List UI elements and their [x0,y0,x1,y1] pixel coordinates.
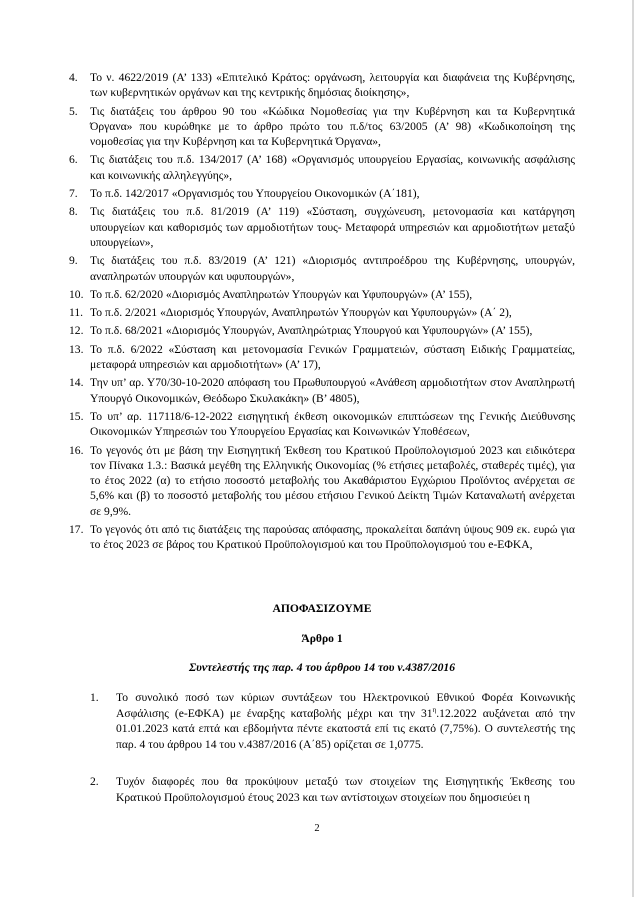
item-text: Τις διατάξεις του π.δ. 81/2019 (Α’ 119) «Σύσταση, συγχώνευση, μετονομασία και κατάργηση υπουργείων και καθορισμός των αρμοδιοτήτων τους- Μεταφορά υπηρεσιών και αρμοδιοτήτων μεταξύ υπουργείων», [90,205,575,249]
list-item [69,152,575,183]
list-item [69,522,575,553]
decision-heading: ΑΠΟΦΑΣΙΖΟΥΜΕ [272,602,372,615]
item-text: Τις διατάξεις του π.δ. 83/2019 (Α’ 121) «Διορισμός αντιπροέδρου της Κυβέρνησης, υπουργών, αναπληρωτών υπουργών και υφυπουργών», [90,254,575,283]
article-paragraph [90,774,575,805]
list-item [69,253,575,284]
article-paragraphs [90,690,575,828]
item-number: 11. [69,306,84,320]
paragraph-number: 2. [90,775,99,789]
item-number: 16. [69,443,84,457]
item-number: 8. [69,205,78,219]
list-item [69,204,575,250]
article-paragraph [90,690,575,752]
item-text: Την υπ’ αρ. Υ70/30-10-2020 απόφαση του Πρωθυπουργού «Ανάθεση αρμοδιοτήτων στον Αναπληρωτή Υπουργό Οικονομικών, Θεόδωρο Σκυλακάκη» (Β’ 4805), [90,376,575,405]
list-item [69,443,575,519]
item-number: 14. [69,376,84,390]
list-item [69,409,575,440]
list-item [69,323,575,338]
item-text: Το π.δ. 2/2021 «Διορισμός Υπουργών, Αναπληρωτών Υπουργών και Υφυπουργών» (Α΄ 2), [90,306,512,320]
paragraph-text: Το συνολικό ποσό των κύριων συντάξεων του Ηλεκτρονικού Εθνικού Φορέα Κοινωνικής Ασφάλισης (e-ΕΦΚΑ) με έναρξης καταβολής μέχρι και την 31 [116,691,575,720]
item-text: Το π.δ. 68/2021 «Διορισμός Υπουργών, Αναπληρώτριας Υπουργού και Υφυπουργών» (Α’ 155), [90,324,533,338]
item-text: Το ν. 4622/2019 (Α’ 133) «Επιτελικό Κράτος: οργάνωση, λειτουργία και διαφάνεια της Κυβέρνησης, των κυβερνητικών οργάνων και της κεντρικής δημόσιας διοίκησης», [90,71,575,100]
list-item [69,104,575,150]
item-number: 4. [69,71,78,84]
list-item [69,305,575,320]
item-text: Το π.δ. 6/2022 «Σύσταση και μετονομασία Γενικών Γραμματειών, σύσταση Ειδικής Γραμματείας, μεταφορά υπηρεσιών και αρμοδιοτήτων» (Α’ 17), [90,342,575,372]
item-text: Το υπ’ αρ. 117118/6-12-2022 εισηγητική έκθεση οικονομικών επιπτώσεων της Γενικής Διεύθυνσης Οικονομικών Υπηρεσιών του Υπουργείου Εργασίας και Κοινωνικών Υποθέσεων, [90,409,575,439]
item-number: 17. [69,523,84,537]
article-heading: Άρθρο 1 [301,632,343,645]
item-number: 6. [69,153,78,167]
article-subject: Συντελεστής της παρ. 4 του άρθρου 14 του ν.4387/2016 [188,661,455,674]
paragraph-text: .12.2022 αυξάνεται από την 01.01.2023 κατά επτά και εβδομήντα πέντε εκατοστά επί τις εκατό (7,75%). Ο συντελεστής της παρ. 4 του άρθρου 14 του ν.4387/2016 (Α΄85) ορίζεται σε 1,0775. [116,706,576,751]
item-number: 13. [69,342,84,356]
item-text: Το π.δ. 62/2020 «Διορισμός Αναπληρωτών Υπουργών και Υφυπουργών» (Α’ 155), [90,287,473,301]
item-number: 10. [69,287,84,301]
item-text: Τις διατάξεις του π.δ. 134/2017 (Α’ 168) «Οργανισμός υπουργείου Εργασίας, κοινωνικής ασφάλισης και κοινωνικής αλληλεγγύης», [90,153,575,182]
item-text: Το γεγονός ότι με βάση την Εισηγητική Έκθεση του Κρατικού Προϋπολογισμού 2023 και ειδικότερα τον Πίνακα 1.3.: Βασικά μεγέθη της Ελληνικής Οικονομίας (% ετήσιες μεταβολές, σταθερές τιμές), για το έτος 2022 (α) το ετήσιο ποσοστό μεταβολής του Ακαθάριστου Εγχώριου Προϊόντος ανέρχεται σε 5,6% και (β) το ποσοστό μεταβολής του μέσου ετήσιου Γενικού Δείκτη Τιμών Καταναλωτή ανέρχεται σε 9,9%. [90,443,575,518]
list-item [69,342,575,373]
item-text: Το γεγονός ότι από τις διατάξεις της παρούσας απόφασης, προκαλείται δαπάνη ύψους 909 εκ. ευρώ για το έτος 2023 σε βάρος του Κρατικού Προϋπολογισμού και του Προϋπολογισμού του e-ΕΦΚΑ, [90,523,575,552]
considerations-list [69,70,575,556]
ordinal-superscript: η [432,705,437,714]
list-item [69,287,575,302]
item-number: 7. [69,187,78,201]
item-number: 12. [69,324,84,338]
page-number: 2 [314,823,320,834]
item-number: 9. [69,254,78,268]
item-number: 15. [69,409,84,423]
paragraph-text: Τυχόν διαφορές που θα προκύψουν μεταξύ των στοιχείων της Εισηγητικής Έκθεσης του Κρατικού Προϋπολογισμού έτους 2023 και των αντίστοιχων στοιχείων που δημοσιεύει η [116,775,575,804]
item-number: 5. [69,104,78,118]
item-text: Το π.δ. 142/2017 «Οργανισμός του Υπουργείου Οικονομικών (Α΄181), [90,187,420,201]
list-item [69,70,575,101]
list-item [69,186,575,201]
item-text: Τις διατάξεις του άρθρου 90 του «Κώδικα Νομοθεσίας για την Κυβέρνηση και τα Κυβερνητικά Όργανα» που κυρώθηκε με το άρθρο πρώτο του π.δ/τος 63/2005 (Α’ 98) «Κωδικοποίηση της νομοθεσίας για την Κυβέρνηση και τα Κυβερνητικά Όργανα», [90,104,575,149]
list-item [69,375,575,406]
paragraph-number: 1. [90,691,99,704]
